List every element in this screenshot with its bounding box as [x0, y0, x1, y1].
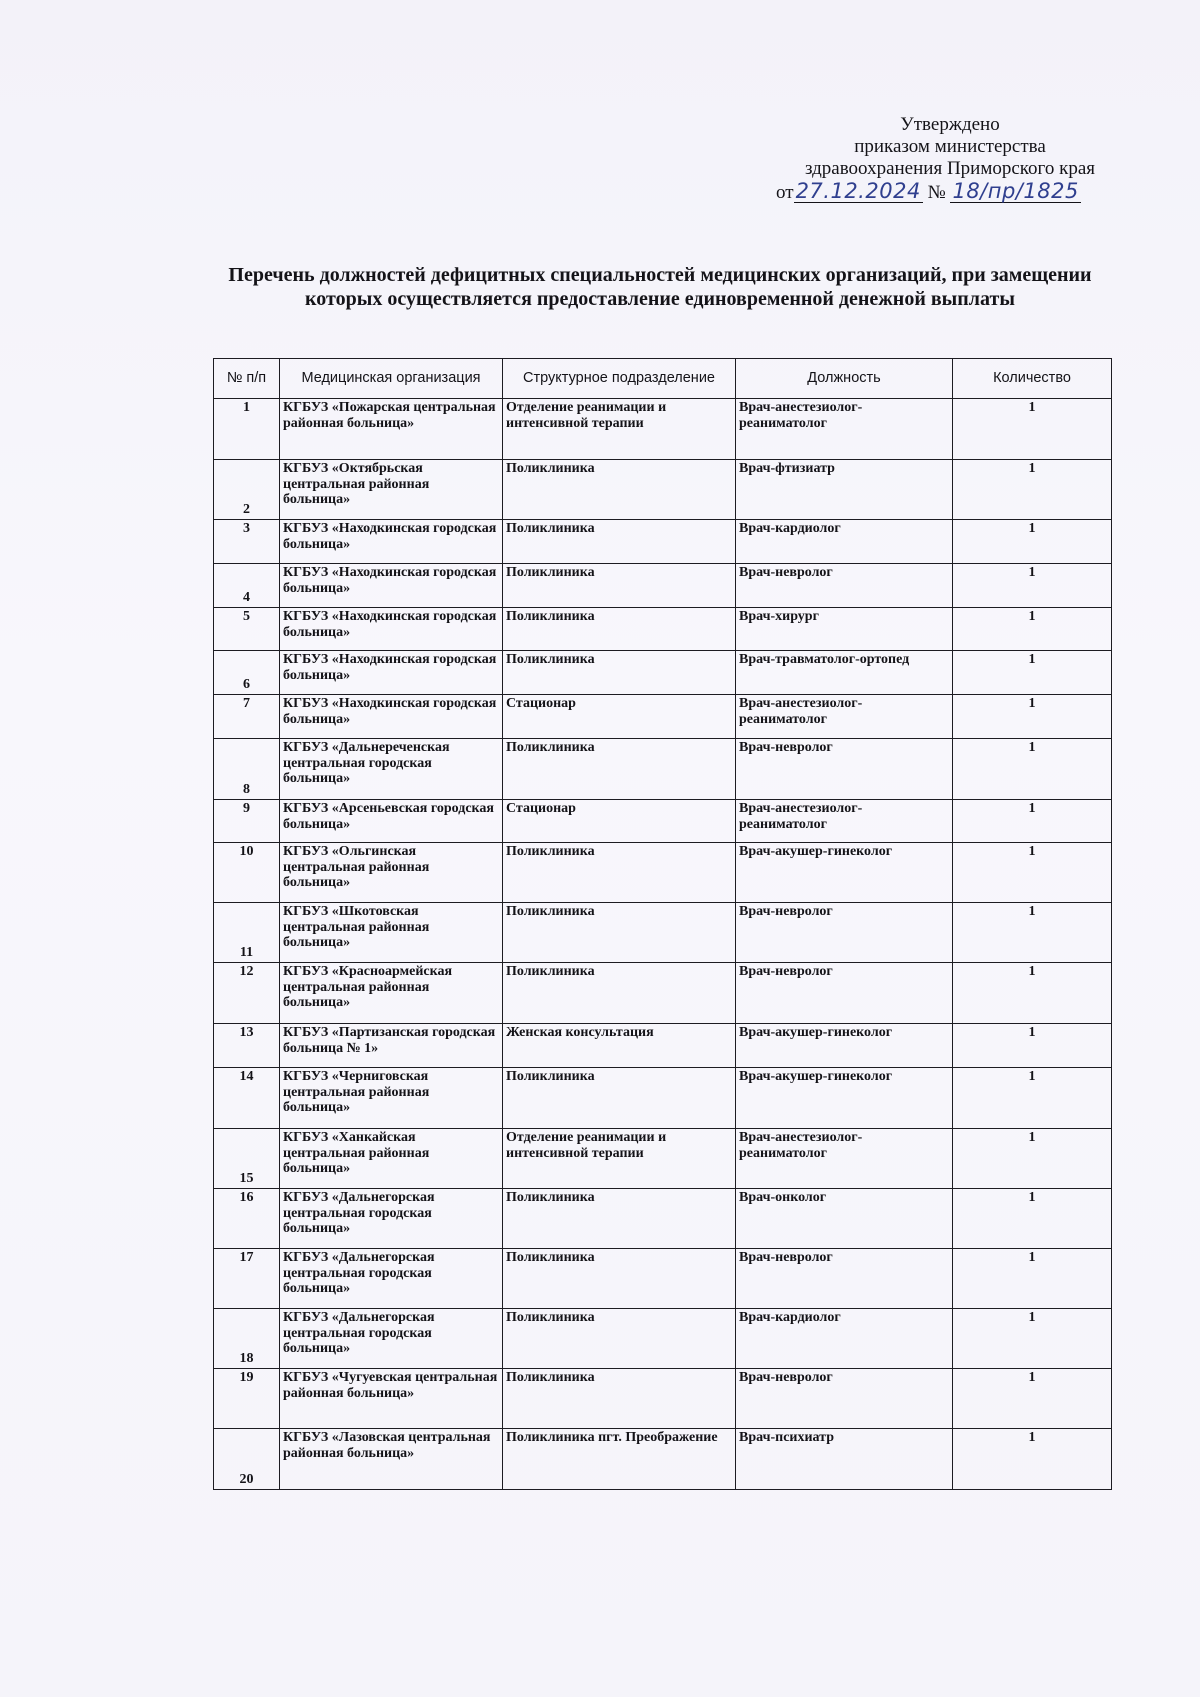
row-number: 2 [214, 460, 280, 520]
number-label: № [927, 182, 946, 203]
table-row [214, 608, 1112, 651]
quantity-cell: 1 [953, 1369, 1112, 1429]
quantity-cell: 1 [953, 651, 1112, 695]
position-cell: Врач-акушер-гинеколог [736, 1024, 953, 1068]
row-number: 7 [214, 695, 280, 739]
organization-cell: КГБУЗ «Лазовская центральная районная больница» [280, 1429, 503, 1490]
department-cell: Поликлиника [503, 564, 736, 608]
quantity-cell: 1 [953, 963, 1112, 1024]
row-number: 10 [214, 843, 280, 903]
position-cell: Врач-невролог [736, 739, 953, 800]
table-header-row [214, 359, 1112, 399]
position-cell: Врач-анестезиолог-реаниматолог [736, 399, 953, 460]
quantity-cell: 1 [953, 564, 1112, 608]
position-cell: Врач-невролог [736, 903, 953, 963]
position-cell: Врач-анестезиолог-реаниматолог [736, 1129, 953, 1189]
row-number: 13 [214, 1024, 280, 1068]
document-title-line-2: которых осуществляется предоставление единовременной денежной выплаты [305, 288, 1015, 310]
position-cell: Врач-невролог [736, 564, 953, 608]
table-row [214, 695, 1112, 739]
approval-line-approved: Утверждено [900, 114, 1000, 135]
header-department: Структурное подразделение [503, 359, 736, 399]
organization-cell: КГБУЗ «Дальнегорская центральная городская больница» [280, 1249, 503, 1309]
position-cell: Врач-кардиолог [736, 1309, 953, 1369]
position-cell: Врач-анестезиолог-реаниматолог [736, 800, 953, 843]
table-row [214, 1189, 1112, 1249]
header-organization: Медицинская организация [280, 359, 503, 399]
department-cell: Поликлиника пгт. Преображение [503, 1429, 736, 1490]
header-quantity: Количество [953, 359, 1112, 399]
position-cell: Врач-анестезиолог-реаниматолог [736, 695, 953, 739]
department-cell: Стационар [503, 800, 736, 843]
table-row [214, 564, 1112, 608]
quantity-cell: 1 [953, 1249, 1112, 1309]
table-row [214, 800, 1112, 843]
row-number: 16 [214, 1189, 280, 1249]
position-cell: Врач-кардиолог [736, 520, 953, 564]
quantity-cell: 1 [953, 1309, 1112, 1369]
department-cell: Поликлиника [503, 1249, 736, 1309]
quantity-cell: 1 [953, 843, 1112, 903]
quantity-cell: 1 [953, 608, 1112, 651]
quantity-cell: 1 [953, 399, 1112, 460]
table-row [214, 1429, 1112, 1490]
organization-cell: КГБУЗ «Находкинская городская больница» [280, 651, 503, 695]
row-number: 5 [214, 608, 280, 651]
table-row [214, 1068, 1112, 1129]
position-cell: Врач-фтизиатр [736, 460, 953, 520]
position-cell: Врач-невролог [736, 963, 953, 1024]
document-title-line-1: Перечень должностей дефицитных специальностей медицинских организаций, при замещении [228, 264, 1092, 286]
department-cell: Поликлиника [503, 1369, 736, 1429]
row-number: 1 [214, 399, 280, 460]
table-row [214, 460, 1112, 520]
table-row [214, 520, 1112, 564]
organization-cell: КГБУЗ «Дальнегорская центральная городская больница» [280, 1189, 503, 1249]
organization-cell: КГБУЗ «Дальнегорская центральная городская больница» [280, 1309, 503, 1369]
department-cell: Поликлиника [503, 1309, 736, 1369]
quantity-cell: 1 [953, 520, 1112, 564]
organization-cell: КГБУЗ «Находкинская городская больница» [280, 608, 503, 651]
quantity-cell: 1 [953, 739, 1112, 800]
row-number: 9 [214, 800, 280, 843]
row-number: 4 [214, 564, 280, 608]
quantity-cell: 1 [953, 800, 1112, 843]
table-row [214, 903, 1112, 963]
organization-cell: КГБУЗ «Ханкайская центральная районная больница» [280, 1129, 503, 1189]
position-cell: Врач-невролог [736, 1249, 953, 1309]
table-row [214, 1129, 1112, 1189]
organization-cell: КГБУЗ «Октябрьская центральная районная больница» [280, 460, 503, 520]
position-cell: Врач-акушер-гинеколог [736, 1068, 953, 1129]
quantity-cell: 1 [953, 1429, 1112, 1490]
approval-date-number-line [760, 180, 1140, 204]
department-cell: Поликлиника [503, 651, 736, 695]
table-row [214, 651, 1112, 695]
quantity-cell: 1 [953, 1129, 1112, 1189]
organization-cell: КГБУЗ «Ольгинская центральная районная больница» [280, 843, 503, 903]
quantity-cell: 1 [953, 1189, 1112, 1249]
organization-cell: КГБУЗ «Находкинская городская больница» [280, 695, 503, 739]
organization-cell: КГБУЗ «Дальнереченская центральная городская больница» [280, 739, 503, 800]
header-number: № п/п [214, 359, 280, 399]
department-cell: Женская консультация [503, 1024, 736, 1068]
table-row [214, 843, 1112, 903]
department-cell: Стационар [503, 695, 736, 739]
table-row [214, 963, 1112, 1024]
department-cell: Поликлиника [503, 903, 736, 963]
organization-cell: КГБУЗ «Черниговская центральная районная больница» [280, 1068, 503, 1129]
row-number: 19 [214, 1369, 280, 1429]
department-cell: Отделение реанимации и интенсивной терапии [503, 1129, 736, 1189]
organization-cell: КГБУЗ «Арсеньевская городская больница» [280, 800, 503, 843]
department-cell: Поликлиника [503, 739, 736, 800]
position-cell: Врач-невролог [736, 1369, 953, 1429]
row-number: 8 [214, 739, 280, 800]
department-cell: Отделение реанимации и интенсивной терапии [503, 399, 736, 460]
department-cell: Поликлиника [503, 843, 736, 903]
from-label: от [776, 182, 794, 203]
table-row [214, 1249, 1112, 1309]
handwritten-order-number: 18/пр/1825 [952, 179, 1079, 203]
department-cell: Поликлиника [503, 1189, 736, 1249]
position-cell: Врач-травматолог-ортопед [736, 651, 953, 695]
header-position: Должность [736, 359, 953, 399]
table-row [214, 399, 1112, 460]
row-number: 12 [214, 963, 280, 1024]
table-row [214, 1024, 1112, 1068]
organization-cell: КГБУЗ «Красноармейская центральная районная больница» [280, 963, 503, 1024]
row-number: 15 [214, 1129, 280, 1189]
approval-stamp-block [760, 114, 1140, 204]
row-number: 6 [214, 651, 280, 695]
organization-cell: КГБУЗ «Пожарская центральная районная больница» [280, 399, 503, 460]
table-row [214, 1309, 1112, 1369]
row-number: 20 [214, 1429, 280, 1490]
table-row [214, 739, 1112, 800]
department-cell: Поликлиника [503, 608, 736, 651]
department-cell: Поликлиника [503, 963, 736, 1024]
quantity-cell: 1 [953, 695, 1112, 739]
document-title [190, 263, 1130, 311]
position-cell: Врач-хирург [736, 608, 953, 651]
quantity-cell: 1 [953, 460, 1112, 520]
approval-line-ministry: здравоохранения Приморского края [804, 158, 1096, 179]
quantity-cell: 1 [953, 903, 1112, 963]
row-number: 14 [214, 1068, 280, 1129]
quantity-cell: 1 [953, 1068, 1112, 1129]
organization-cell: КГБУЗ «Шкотовская центральная районная больница» [280, 903, 503, 963]
organization-cell: КГБУЗ «Находкинская городская больница» [280, 564, 503, 608]
handwritten-date: 27.12.2024 [795, 179, 921, 203]
department-cell: Поликлиника [503, 520, 736, 564]
quantity-cell: 1 [953, 1024, 1112, 1068]
position-cell: Врач-психиатр [736, 1429, 953, 1490]
organization-cell: КГБУЗ «Партизанская городская больница № 1» [280, 1024, 503, 1068]
organization-cell: КГБУЗ «Находкинская городская больница» [280, 520, 503, 564]
position-cell: Врач-акушер-гинеколог [736, 843, 953, 903]
row-number: 11 [214, 903, 280, 963]
table-row [214, 1369, 1112, 1429]
positions-table [213, 358, 1112, 1490]
organization-cell: КГБУЗ «Чугуевская центральная районная больница» [280, 1369, 503, 1429]
approval-line-order: приказом министерства [854, 136, 1046, 157]
row-number: 3 [214, 520, 280, 564]
row-number: 17 [214, 1249, 280, 1309]
department-cell: Поликлиника [503, 460, 736, 520]
row-number: 18 [214, 1309, 280, 1369]
department-cell: Поликлиника [503, 1068, 736, 1129]
position-cell: Врач-онколог [736, 1189, 953, 1249]
